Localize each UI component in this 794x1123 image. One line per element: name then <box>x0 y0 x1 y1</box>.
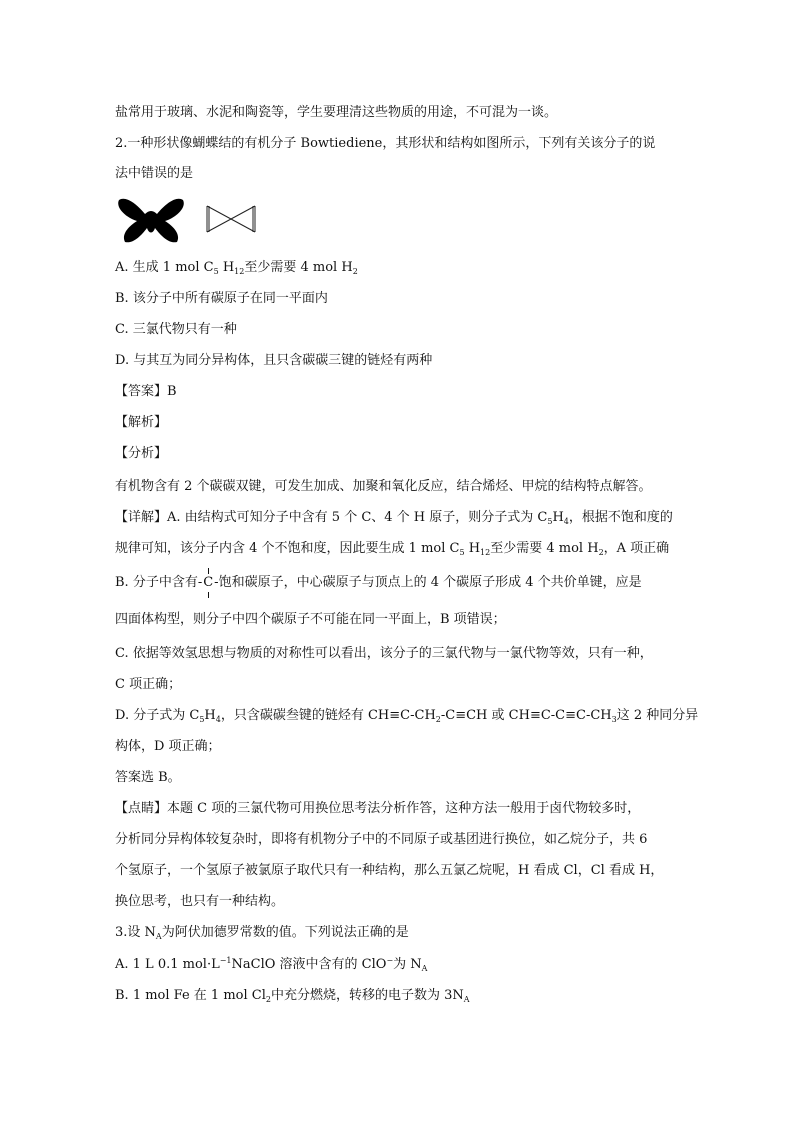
bowtiediene-structure-diagram <box>207 206 255 232</box>
bowtie-silhouette-image <box>118 199 184 243</box>
q2-answer: 【答案】B <box>115 384 177 399</box>
q2-detail-c-line-2: C 项正确； <box>115 677 182 692</box>
q2-detail-a-line-1: 【详解】A. 由结构式可知分子中含有 5 个 C、4 个 H 原子，则分子式为 $C_5H_4$，根据不饱和度的 <box>115 510 673 526</box>
q2-option-c: C. 三氯代物只有一种 <box>115 322 237 337</box>
q3-option-b: B. 1 mol Fe 在 1 mol $Cl_2$中充分燃烧，转移的电子数为 $3N_A$ <box>115 988 470 1004</box>
q2-detail-a-line-2: 规律可知，该分子内含 4 个不饱和度，因此要生成 1 mol $C_5$ $H_{12}$至少需要 4 mol $H_2$，A 项正确 <box>115 541 670 557</box>
q2-detail-d-line-1: D. 分子式为 $C_5H_4$，只含碳碳叁键的链烃有 $CH\equiv C-CH_2-C\equiv CH$ 或 $CH\equiv C-C\equiv C-CH_3$这 2 种同分异 <box>115 708 699 724</box>
q2-dianjing-line-2: 分析同分异构体较复杂时，即将有机物分子中的不同原子或基团进行换位，如乙烷分子，共 6 <box>115 832 648 847</box>
q2-conclusion: 答案选 B。 <box>115 770 181 785</box>
q3-option-a: A. 1 L 0.1 $mol\cdot L^{-1}NaClO$ 溶液中含有的 ClO−为 $N_A$ <box>115 956 428 973</box>
q2-jiexi-heading: 【解析】 <box>115 415 168 430</box>
q2-detail-b-line-1: B. 分子中含有- C -饱和碳原子，中心碳原子与顶点上的 4 个碳原子形成 4 个共价单键，应是 <box>115 573 642 593</box>
bond-down-mark <box>208 592 209 598</box>
q2-option-d: D. 与其互为同分异构体，且只含碳碳三键的链烃有两种 <box>115 353 433 368</box>
q2-option-b: B. 该分子中所有碳原子在同一平面内 <box>115 291 328 306</box>
q2-dianjing-line-1: 【点睛】本题 C 项的三氯代物可用换位思考法分析作答，这种方法一般用于卤代物较多时， <box>115 801 641 816</box>
q2-detail-b-line-2: 四面体构型，则分子中四个碳原子不可能在同一平面上，B 项错误； <box>115 612 506 627</box>
saturated-carbon-symbol: C <box>203 573 213 593</box>
q2-stem-line-2: 法中错误的是 <box>115 166 194 181</box>
intro-tail-text: 盐常用于玻璃、水泥和陶瓷等，学生要理清这些物质的用途，不可混为一谈。 <box>115 105 558 120</box>
q3-stem: 3.设 $N_A$为阿伏加德罗常数的值。下列说法正确的是 <box>115 925 409 941</box>
q2-detail-c-line-1: C. 依据等效氢思想与物质的对称性可以看出，该分子的三氯代物与一氯代物等效，只有一种， <box>115 646 653 661</box>
q2-dianjing-line-3: 个氢原子，一个氢原子被氯原子取代只有一种结构，那么五氯乙烷呢，H 看成 Cl，Cl 看成 H， <box>115 863 664 878</box>
q2-stem-line-1: 2.一种形状像蝴蝶结的有机分子 Bowtiediene，其形状和结构如图所示，下列有关该分子的说 <box>115 136 656 151</box>
q2-fenxi-heading: 【分析】 <box>115 446 168 461</box>
bond-up-mark <box>208 568 209 574</box>
q2-analysis-text: 有机物含有 2 个碳碳双键，可发生加成、加聚和氧化反应，结合烯烃、甲烷的结构特点解答。 <box>115 479 652 494</box>
q2-detail-d-line-2: 构体，D 项正确； <box>115 739 221 754</box>
bowtiediene-svg <box>115 194 275 248</box>
q2-dianjing-line-4: 换位思考，也只有一种结构。 <box>115 894 285 909</box>
bowtiediene-figure <box>115 194 275 248</box>
q2-option-a: A. 生成 1 mol $C_5$ $H_{12}$至少需要 4 mol $H_2$ <box>115 260 358 276</box>
